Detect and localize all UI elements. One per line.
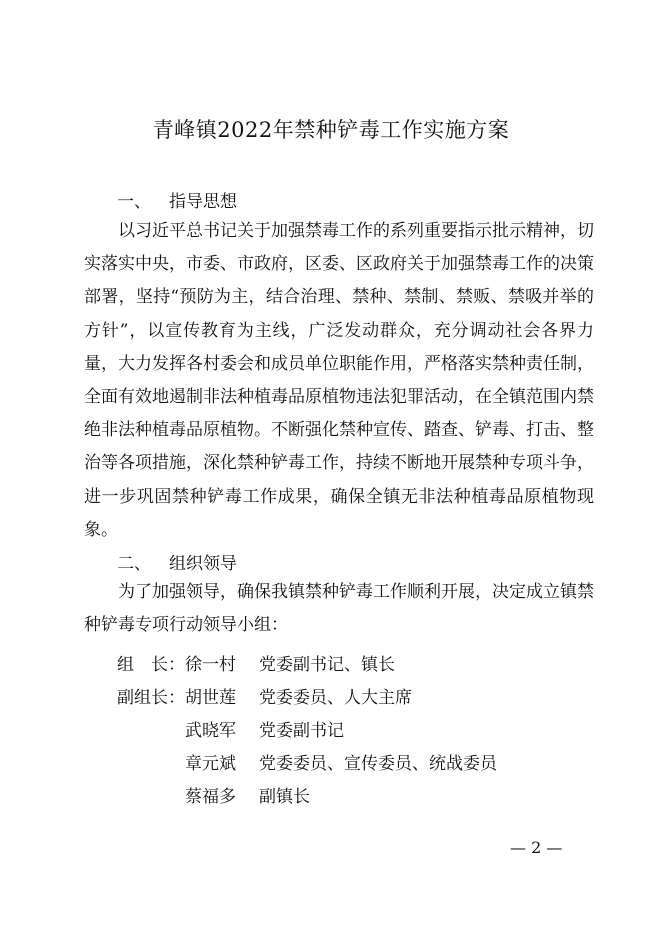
section-title: 组织领导: [169, 554, 237, 574]
deputy-role: 党委委员、宣传委员、统战委员: [259, 754, 497, 774]
deputy-name: 胡世莲: [185, 688, 236, 708]
section-2-paragraph: 为了加强领导，确保我镇禁种铲毒工作顺利开展，决定成立镇禁种铲毒专项行动领导小组：: [84, 582, 594, 636]
section-title: 指导思想: [169, 192, 237, 212]
leader-role: 党委副书记、镇长: [259, 655, 395, 675]
deputy-name: 章元斌: [185, 754, 236, 774]
deputy-row: [185, 782, 310, 807]
leader-row: [117, 650, 395, 675]
document-title: 青峰镇2022年禁种铲毒工作实施方案: [152, 118, 510, 142]
page-number: — 2 —: [510, 838, 563, 857]
section-number: 一、: [117, 192, 151, 212]
deputy-role: 副镇长: [259, 787, 310, 807]
deputy-row: [117, 683, 412, 708]
leader-name: 徐一村: [185, 655, 236, 675]
deputy-label: 副组长：: [117, 688, 185, 708]
deputy-name: 蔡福多: [185, 787, 236, 807]
leader-label: 组 长：: [117, 655, 185, 675]
section-1-paragraph: 以习近平总书记关于加强禁毒工作的系列重要指示批示精神，切实落实中央，市委、市政府，区委、区政府关于加强禁毒工作的决策部署，坚持“预防为主，结合治理、禁种、禁制、禁贩、禁吸并举的方针”，以宣传教育为主线，广泛发动群众，充分调动社会各界力量，大力发挥各村委会和成员单位职能作用，严格落实禁种责任制，全面有效地遏制非法种植毒品原植物违法犯罪活动，在全镇范围内禁绝非法种植毒品原植物。不断强化禁种宣传、踏查、铲毒、打击、整治等各项措施，深化禁种铲毒工作，持续不断地开展禁种专项斗争，进一步巩固禁种铲毒工作成果，确保全镇无非法种植毒品原植物现象。: [84, 221, 594, 540]
deputy-row: [185, 716, 344, 741]
section-number: 二、: [117, 554, 151, 574]
section-heading-2: [117, 549, 237, 574]
deputy-row: [185, 749, 497, 774]
deputy-role: 党委委员、人大主席: [259, 688, 412, 708]
section-heading-1: [117, 187, 237, 212]
deputy-role: 党委副书记: [259, 721, 344, 741]
deputy-name: 武晓军: [185, 721, 236, 741]
